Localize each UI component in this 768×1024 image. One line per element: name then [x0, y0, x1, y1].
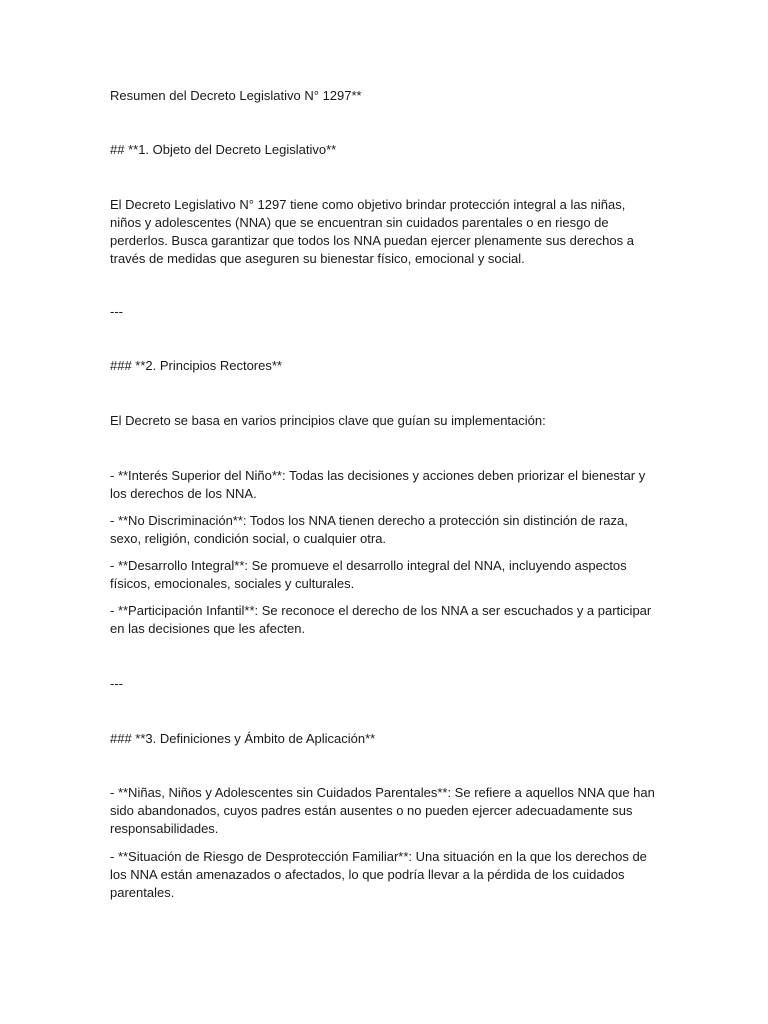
section-3-heading: ### **3. Definiciones y Ámbito de Aplicación** [110, 731, 376, 746]
definition-item-without-parental-care: - **Niñas, Niños y Adolescentes sin Cuidados Parentales**: Se refiere a aquellos NNA que han sido abandonados, cuyos padres están ausentes o no pueden ejercer adecuadamente sus responsabilidades. [110, 785, 655, 836]
section-2-intro: El Decreto se basa en varios principios clave que guían su implementación: [110, 413, 546, 428]
separator-2: --- [110, 676, 123, 691]
document-title: Resumen del Decreto Legislativo N° 1297** [110, 88, 362, 103]
section-1-body: El Decreto Legislativo N° 1297 tiene como objetivo brindar protección integral a las niñas, niños y adolescentes (NNA) que se encuentran sin cuidados parentales o en riesgo de perderlos. Busca garantizar que todos los NNA puedan ejercer plenamente sus derechos a través de medidas que aseguren su bienestar físico, emocional y social. [110, 197, 634, 266]
section-2-heading: ### **2. Principios Rectores** [110, 358, 282, 373]
principle-item-superior-interest: - **Interés Superior del Niño**: Todas las decisiones y acciones deben priorizar el bienestar y los derechos de los NNA. [110, 468, 646, 501]
section-1-heading: ## **1. Objeto del Decreto Legislativo** [110, 142, 337, 157]
principle-item-child-participation: - **Participación Infantil**: Se reconoce el derecho de los NNA a ser escuchados y a participar en las decisiones que les afecten. [110, 603, 652, 636]
principle-item-non-discrimination: - **No Discriminación**: Todos los NNA tienen derecho a protección sin distinción de raza, sexo, religión, condición social, o cualquier otra. [110, 513, 628, 546]
definition-item-family-risk: - **Situación de Riesgo de Desprotección Familiar**: Una situación en la que los derechos de los NNA están amenazados o afectados, lo que podría llevar a la pérdida de los cuidados parentales. [110, 849, 647, 900]
principle-item-integral-development: - **Desarrollo Integral**: Se promueve el desarrollo integral del NNA, incluyendo aspectos físicos, emocionales, sociales y culturales. [110, 558, 627, 591]
separator-1: --- [110, 304, 123, 319]
